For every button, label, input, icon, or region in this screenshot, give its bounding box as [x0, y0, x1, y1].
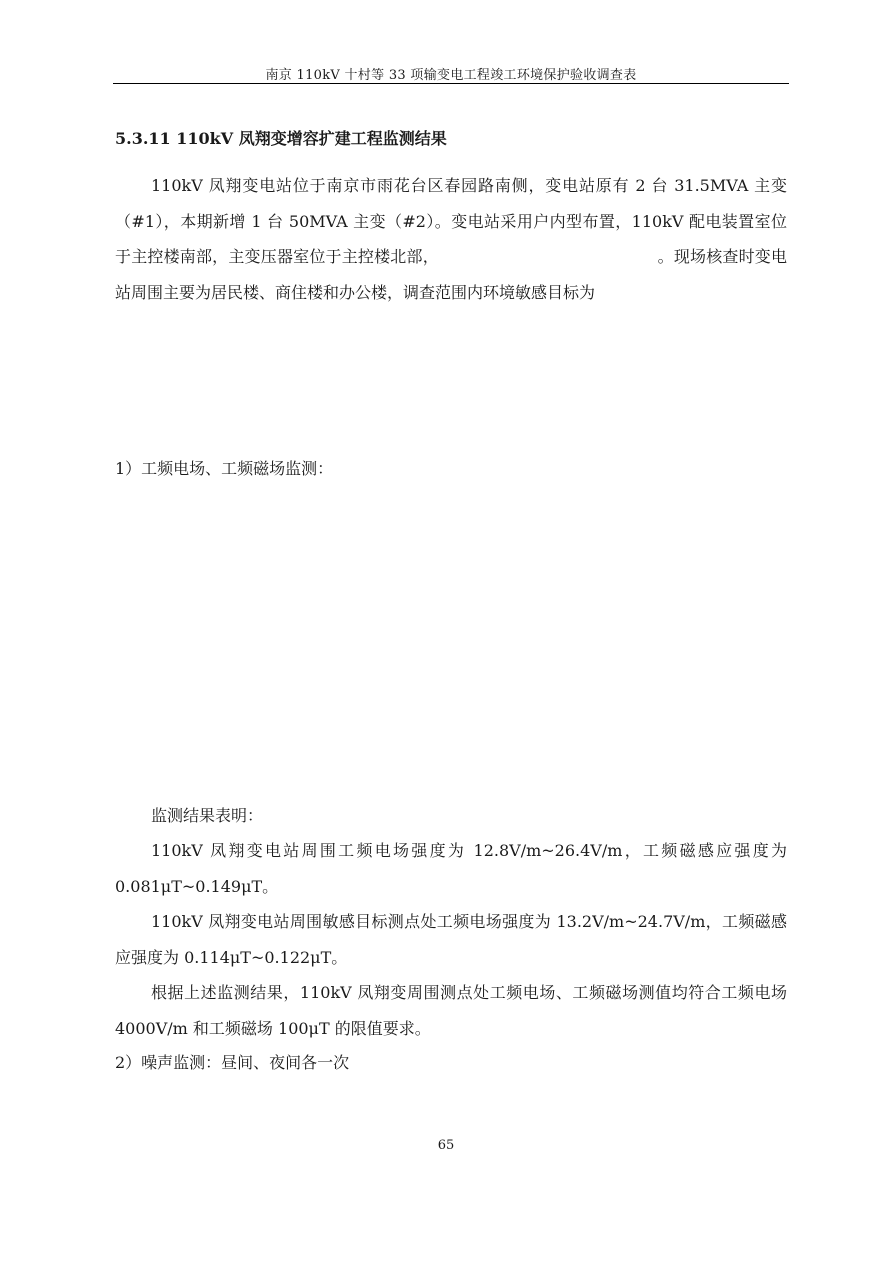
running-header: 南京 110kV 十村等 33 项输变电工程竣工环境保护验收调查表 [265, 68, 637, 83]
subsection-noise-heading: 2）噪声监测：昼间、夜间各一次 [115, 1053, 350, 1072]
intro-paragraph: 110kV 凤翔变电站位于南京市雨花台区春园路南侧，变电站原有 2 台 31.5MVA 主变（#1），本期新增 1 台 50MVA 主变（#2）。变电站采用户内型布置，110kV 配电装置室位于主控楼南部，主变压器室位于主控楼北部， 。现场核查时变电站周围主要为居民楼、商住楼和办公楼，调查范围内环境敏感目标为 [115, 176, 787, 302]
section-heading: 5.3.11 110kV 凤翔变增容扩建工程监测结果 [115, 129, 447, 148]
result-paragraph-2: 110kV 凤翔变电站周围敏感目标测点处工频电场强度为 13.2V/m~24.7V/m，工频磁感应强度为 0.114μT~0.122μT。 [115, 912, 787, 967]
conclusion-paragraph: 根据上述监测结果，110kV 凤翔变周围测点处工频电场、工频磁场测值均符合工频电场 4000V/m 和工频磁场 100μT 的限值要求。 [115, 983, 787, 1038]
results-intro: 监测结果表明： [151, 806, 264, 825]
result-paragraph-1: 110kV 凤翔变电站周围工频电场强度为 12.8V/m~26.4V/m，工频磁感应强度为 0.081μT~0.149μT。 [115, 841, 787, 896]
header-divider [113, 83, 789, 84]
page-number: 65 [437, 1138, 455, 1153]
subsection-power-frequency-heading: 1）工频电场、工频磁场监测： [115, 459, 334, 478]
